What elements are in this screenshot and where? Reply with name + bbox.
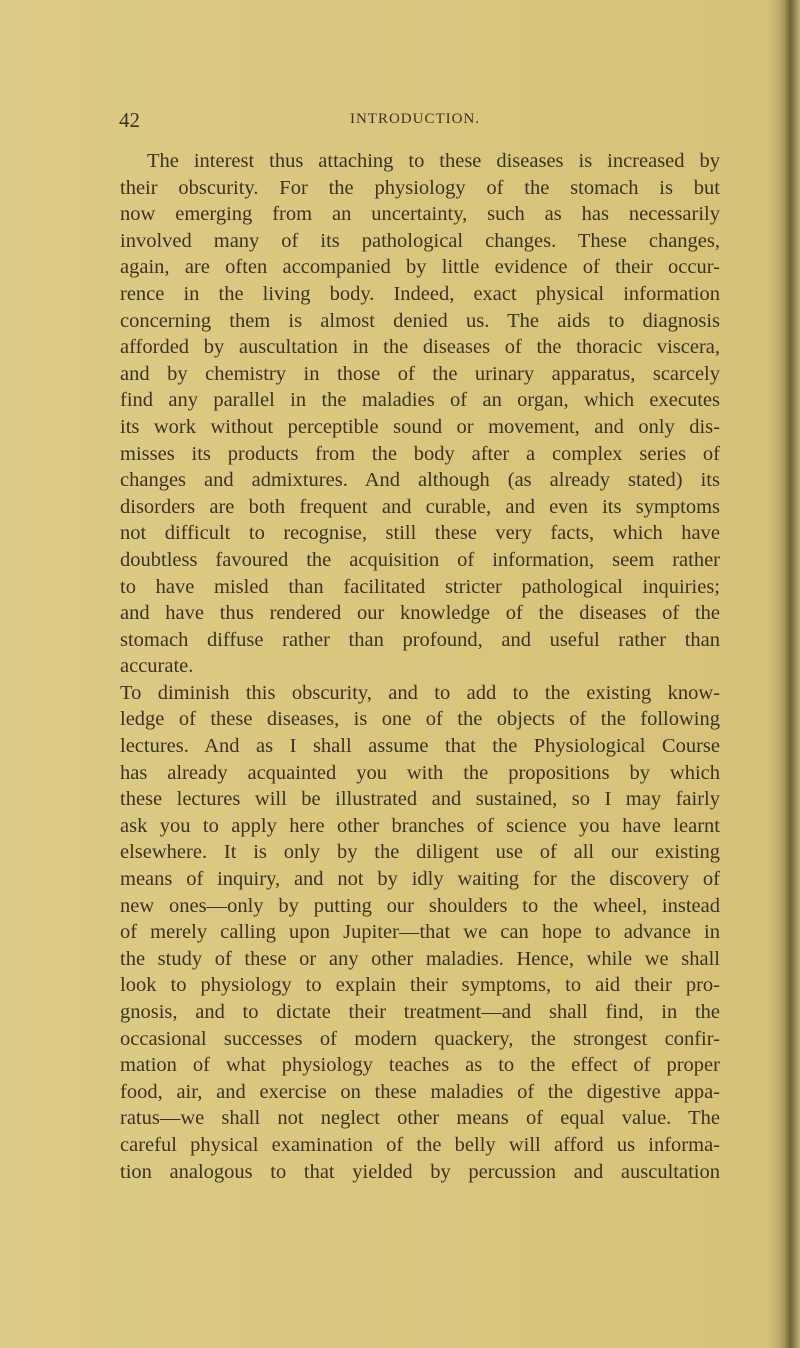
text-line: The interest thus attaching to these diseases is increased by bbox=[147, 150, 720, 172]
text-line: of merely calling upon Jupiter—that we can hope to advance in bbox=[120, 921, 720, 944]
page-binding-edge bbox=[784, 0, 800, 1348]
text-line: its work without perceptible sound or movement, and only dis- bbox=[120, 415, 720, 438]
text-line: involved many of its pathological changes. These changes, bbox=[120, 229, 720, 252]
text-line: has already acquainted you with the propositions by which bbox=[120, 761, 720, 784]
text-line: to have misled than facilitated stricter pathological inquiries; bbox=[120, 575, 720, 598]
text-line: ratus—we shall not neglect other means of equal value. The bbox=[120, 1107, 720, 1130]
text-line: tion analogous to that yielded by percussion and auscultation bbox=[120, 1160, 720, 1183]
text-line: the study of these or any other maladies. Hence, while we shall bbox=[120, 947, 720, 970]
text-line: gnosis, and to dictate their treatment—and shall find, in the bbox=[120, 1001, 720, 1023]
text-line: misses its products from the body after a complex series of bbox=[120, 442, 720, 465]
text-line: and by chemistry in those of the urinary apparatus, scarcely bbox=[120, 362, 720, 385]
text-line: changes and admixtures. And although (as already stated) its bbox=[120, 469, 720, 492]
body-text bbox=[120, 148, 720, 1185]
text-line: lectures. And as I shall assume that the Physiological Course bbox=[120, 735, 720, 758]
text-line: means of inquiry, and not by idly waiting for the discovery of bbox=[120, 868, 720, 891]
text-line: afforded by auscultation in the diseases of the thoracic viscera, bbox=[120, 336, 720, 359]
page-number: 42 bbox=[119, 108, 140, 132]
text-line: look to physiology to explain their symptoms, to aid their pro- bbox=[120, 974, 720, 997]
text-line: find any parallel in the maladies of an organ, which executes bbox=[120, 389, 720, 412]
text-line: these lectures will be illustrated and sustained, so I may fairly bbox=[120, 788, 720, 811]
text-line: rence in the living body. Indeed, exact physical information bbox=[120, 282, 720, 305]
text-line: doubtless favoured the acquisition of information, seem rather bbox=[120, 548, 720, 571]
text-line: and have thus rendered our knowledge of the diseases of the bbox=[120, 602, 720, 625]
text-line: food, air, and exercise on these maladies of the digestive appa- bbox=[120, 1080, 720, 1103]
text-line: mation of what physiology teaches as to the effect of proper bbox=[120, 1054, 720, 1077]
text-line: not difficult to recognise, still these very facts, which have bbox=[120, 522, 720, 545]
text-line: disorders are both frequent and curable, and even its symptoms bbox=[120, 495, 720, 518]
text-line: now emerging from an uncertainty, such as has necessarily bbox=[120, 203, 720, 226]
text-line: ledge of these diseases, is one of the objects of the following bbox=[120, 708, 720, 731]
text-line: again, are often accompanied by little evidence of their occur- bbox=[120, 256, 720, 279]
text-line: ask you to apply here other branches of science you have learnt bbox=[120, 814, 720, 837]
text-line: their obscurity. For the physiology of the stomach is but bbox=[120, 176, 720, 199]
text-line: occasional successes of modern quackery, the strongest confir- bbox=[120, 1027, 720, 1050]
text-line: concerning them is almost denied us. The aids to diagnosis bbox=[120, 309, 720, 332]
text-line: accurate. bbox=[120, 655, 194, 678]
text-line: To diminish this obscurity, and to add to the existing know- bbox=[120, 681, 720, 704]
text-line: careful physical examination of the belly will afford us informa- bbox=[120, 1133, 720, 1156]
text-line: stomach diffuse rather than profound, and useful rather than bbox=[120, 628, 720, 651]
text-line: new ones—only by putting our shoulders to the wheel, instead bbox=[120, 894, 720, 917]
running-header: INTRODUCTION. bbox=[349, 111, 481, 127]
text-line: elsewhere. It is only by the diligent use of all our existing bbox=[120, 841, 720, 864]
